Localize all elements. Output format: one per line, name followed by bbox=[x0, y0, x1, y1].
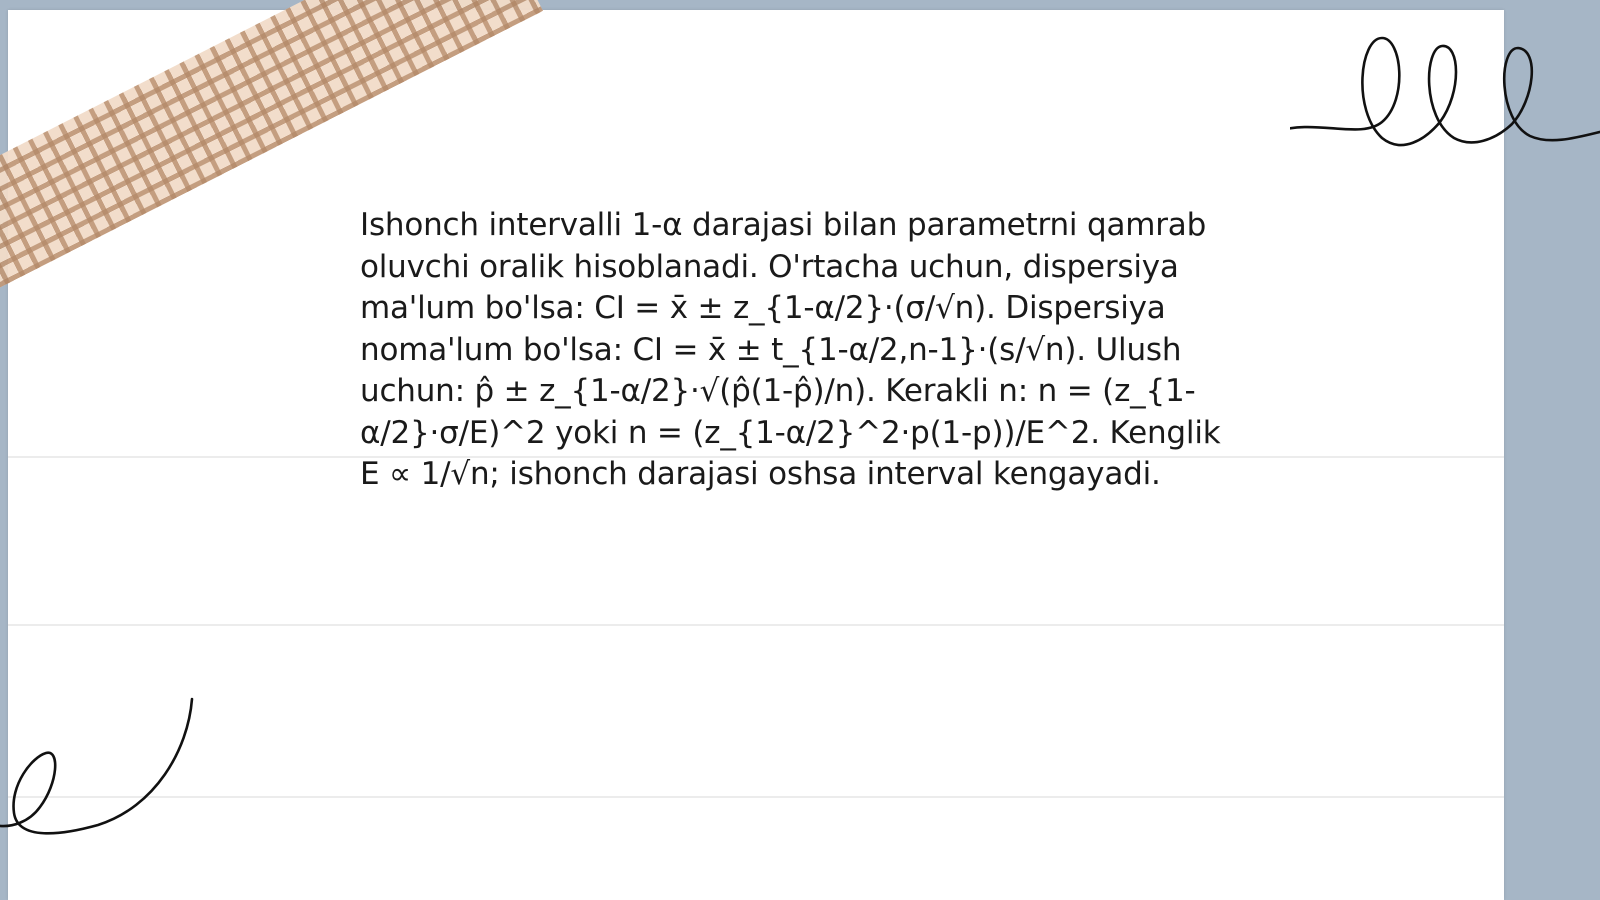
loop-squiggle-icon bbox=[1290, 30, 1600, 170]
ruled-line bbox=[8, 624, 1504, 626]
ruled-line bbox=[8, 796, 1504, 798]
body-text: Ishonch intervalli 1-α darajasi bilan parametrni qamrab oluvchi oralik hisoblanadi. O'rtacha uchun, dispersiya ma'lum bo'lsa: CI = x̄ ± z_{1-α/2}·(σ/√n). Dispersiya noma'lum bo'lsa: CI = x̄ ± t_{1-α/2,n-1}·(s/√n). Ulush uchun: p̂ ± z_{1-α/2}·√(p̂(1-p̂)/n). Kerakli n: n = (z_{1-α/2}·σ/E)^2 yoki n = (z_{1-α/2}^2·p(1-p))/E^2. Kenglik E ∝ 1/√n; ishonch darajasi oshsa interval kengayadi. bbox=[360, 207, 1221, 492]
swirl-icon bbox=[0, 695, 205, 845]
